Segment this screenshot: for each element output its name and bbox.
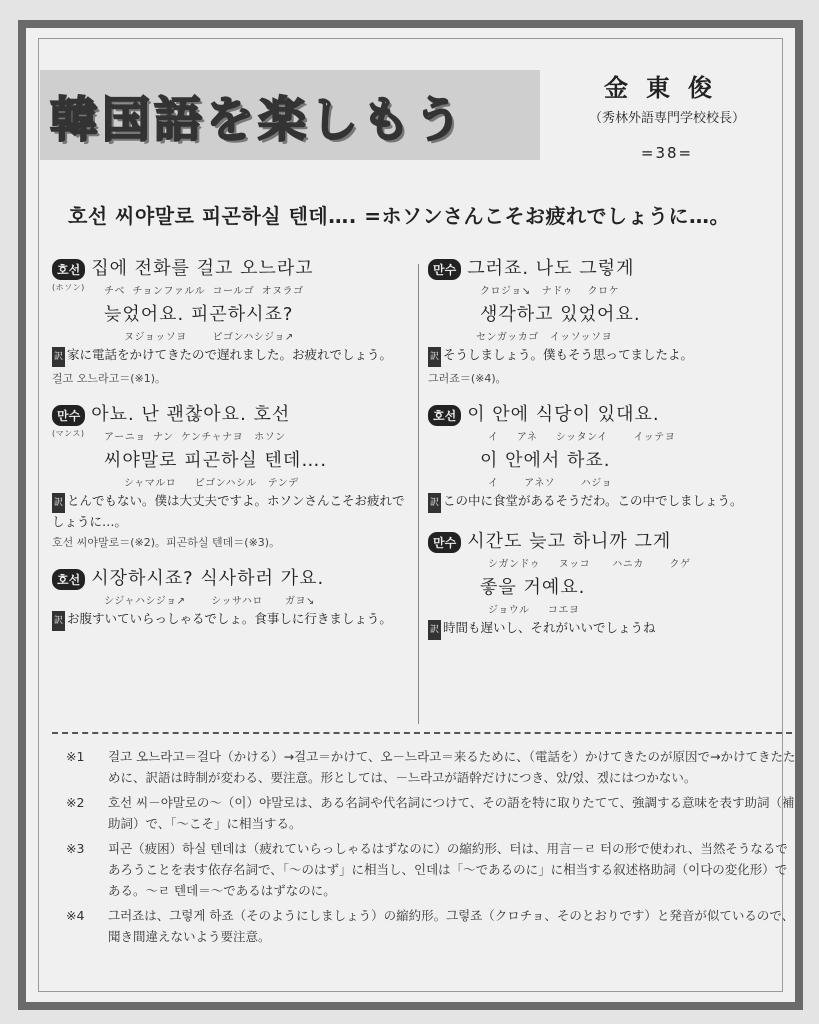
author-name: 金東俊 [604, 74, 730, 102]
dialogue-block [428, 254, 796, 386]
katakana-reading: ヌジョッソヨ ピゴンハシジョ↗ [124, 332, 294, 343]
speaker-badge: 호선 [52, 259, 85, 280]
katakana-reading: シジャハシジョ↗ シッサハロ ガヨ↘ [104, 596, 315, 607]
note-text: 호선 씨－야말로の～（이）야말로は、ある名詞や代名詞につけて、その語を特に取りたてて、強調する意味を表す助詞（補助詞）で、「～こそ」に相当する。 [108, 795, 795, 831]
korean-line: 생각하고 있었어요. [480, 304, 641, 325]
right-column [428, 254, 796, 654]
notes-section [66, 746, 796, 951]
translation-mark-icon: 訳 [428, 493, 441, 513]
note-number: ※1 [66, 749, 85, 764]
translation-text: この中に食堂があるそうだわ。この中でしましょう。 [443, 493, 743, 508]
translation-mark-icon: 訳 [428, 620, 441, 640]
note-number: ※4 [66, 908, 85, 923]
note-item [66, 792, 796, 834]
issue-number: =38= [640, 144, 694, 162]
left-column [52, 254, 414, 645]
translation-mark-icon: 訳 [428, 347, 441, 367]
translation [52, 610, 414, 631]
logo-title: 韓国語を楽しもう [50, 91, 467, 148]
translation [428, 619, 796, 640]
translation-text: そうしましょう。僕もそう思ってましたよ。 [443, 347, 694, 362]
dialogue-block [52, 564, 414, 631]
note-text: 그러죠は、그렇게 하죠（そのようにしましょう）の縮約形。그렇죠（クロチョ、そのとおりです）と発音が似ているので、聞き間違えないよう要注意。 [108, 908, 795, 944]
speaker-badge: 호선 [52, 569, 85, 590]
korean-line: 이 안에서 하죠. [480, 450, 611, 471]
translation-mark-icon: 訳 [52, 347, 65, 367]
katakana-reading: イ アネ シッタンイ イッテヨ [488, 432, 676, 443]
author-block [567, 68, 767, 162]
column-logo [40, 70, 540, 160]
speaker-badge: 만수 [52, 405, 85, 426]
speaker-badge: 만수 [428, 532, 461, 553]
speaker-badge: 만수 [428, 259, 461, 280]
dialogue-block [428, 527, 796, 640]
column-divider [418, 264, 419, 724]
note-item [66, 905, 796, 947]
katakana-reading: センガッカゴ イッソッソヨ [476, 332, 613, 343]
article-page [18, 20, 803, 1010]
korean-line: 씨야말로 피곤하실 텐데…. [104, 450, 328, 471]
note-reference: 호선 씨야말로＝(※2)。피곤하실 텐데＝(※3)。 [52, 536, 281, 549]
dialogue-block [52, 400, 414, 550]
katakana-reading: クロジョ↘ ナドゥ クロケ [480, 286, 620, 297]
speaker-reading: (ホソン) [52, 283, 85, 292]
translation-text: お腹すいていらっしゃるでしょ。食事しに行きましょう。 [67, 611, 392, 626]
note-number: ※2 [66, 795, 85, 810]
notes-divider [52, 732, 792, 734]
translation-mark-icon: 訳 [52, 611, 65, 631]
translation [428, 492, 796, 513]
korean-line: 아뇨. 난 괜찮아요. 호선 [91, 404, 291, 425]
korean-line: 시장하시죠? 식사하러 가요. [91, 568, 325, 589]
note-reference: 걸고 오느라고＝(※1)。 [52, 372, 167, 385]
note-item [66, 746, 796, 788]
korean-line: 시간도 늦고 하니까 그게 [467, 531, 672, 552]
speaker-reading: (マンス) [52, 429, 85, 438]
korean-line: 좋을 거예요. [480, 577, 586, 598]
speaker-badge: 호선 [428, 405, 461, 426]
korean-line: 늦었어요. 피곤하시죠? [104, 304, 294, 325]
translation [428, 346, 796, 367]
katakana-reading: ジョウル コエヨ [488, 605, 580, 616]
korean-line: 집에 전화를 걸고 오느라고 [91, 258, 314, 279]
translation-mark-icon: 訳 [52, 493, 65, 513]
katakana-reading: チベ チョンファルル コールゴ オヌラゴ [104, 286, 304, 297]
translation-text: 時間も遅いし、それがいいでしょうね [443, 620, 656, 635]
dialogue-block [52, 254, 414, 386]
note-text: 걸고 오느라고＝걸다（かける）→걸고＝かけて、오－느라고＝来るために、（電話を）かけてきたのが原因で→かけてきたために、訳語は時制が変わる、要注意。形としては、－느라고が語幹だけにつき、았/었、겠にはつかない。 [108, 749, 796, 785]
translation-text: とんでもない。僕は大丈夫ですよ。ホソンさんこそお疲れでしょうに…。 [52, 493, 405, 529]
translation [52, 346, 414, 367]
note-reference: 그러죠＝(※4)。 [428, 372, 507, 385]
author-title: （秀林外語専門学校校長） [588, 111, 745, 126]
translation-text: 家に電話をかけてきたので遅れました。お疲れでしょう。 [67, 347, 393, 362]
translation [52, 492, 414, 531]
note-item [66, 838, 796, 901]
katakana-reading: イ アネソ ハジョ [488, 478, 613, 489]
korean-line: 이 안에 식당이 있대요. [467, 404, 660, 425]
note-text: 피곤（疲困）하실 텐데は（疲れていらっしゃるはずなのに）の縮約形、터は、用言－ㄹ 터の形で使われ、当然そうなるであろうことを表す依存名詞で、「～のはず」に相当し、인데は「～であるのに」に相当する叙述格助詞（이다の変化形）である。～ㄹ 텐데＝～であるはずなのに。 [108, 841, 788, 898]
katakana-reading: アーニョ ナン ケンチャナヨ ホソン [104, 432, 286, 443]
lesson-subtitle: 호선 씨야말로 피곤하실 텐데…. =ホソンさんこそお疲れでしょうに…。 [68, 204, 731, 228]
note-number: ※3 [66, 841, 85, 856]
katakana-reading: シガンドゥ ヌッコ ハニカ クゲ [488, 559, 691, 570]
dialogue-block [428, 400, 796, 513]
korean-line: 그러죠. 나도 그렇게 [467, 258, 635, 279]
katakana-reading: シャマルロ ピゴンハシル テンデ [124, 478, 299, 489]
